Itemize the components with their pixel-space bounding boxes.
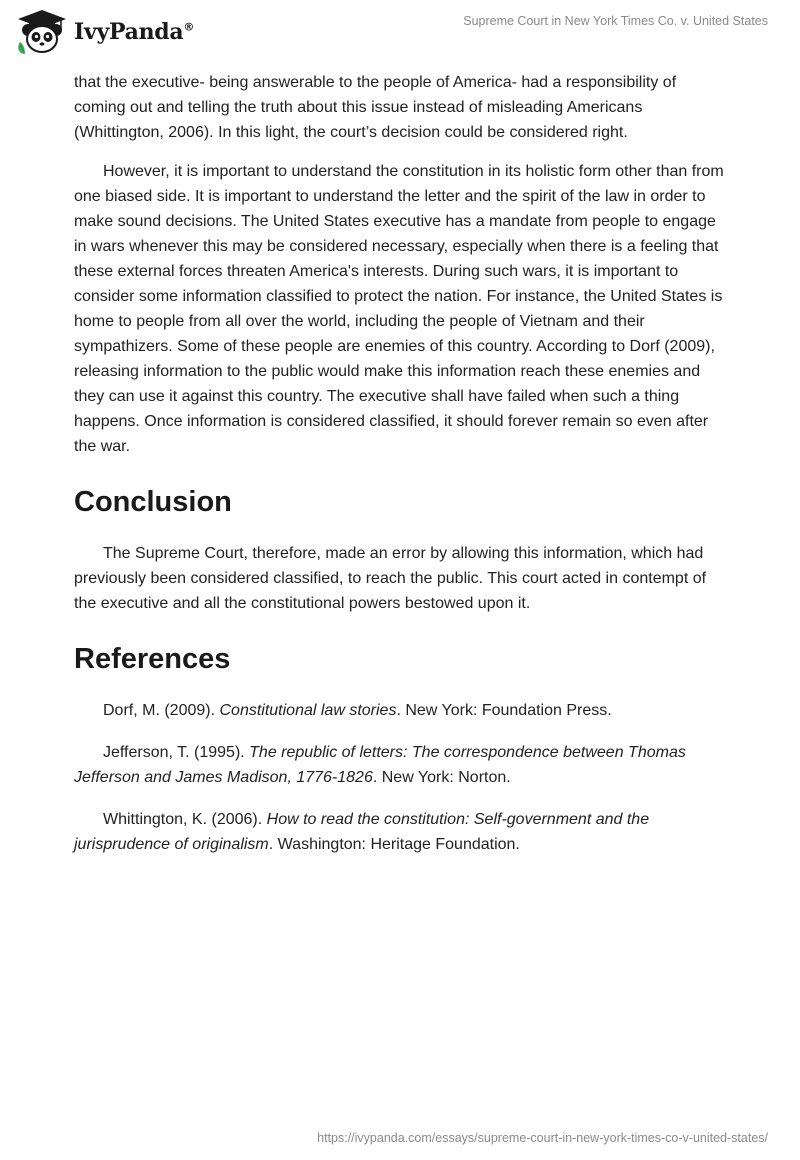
page-header	[0, 0, 800, 70]
reference-title: The republic of letters: The correspondence between Thomas Jefferson and James Madison, 1776-1826	[74, 744, 686, 786]
paragraph: that the executive- being answerable to the people of America- had a responsibility of coming out and telling the truth about this issue instead of misleading Americans (Whittington, 2006). In this light, the court’s decision could be considered right.	[74, 74, 677, 141]
reference-title: How to read the constitution: Self-government and the jurisprudence of originalism	[74, 811, 650, 853]
ivypanda-logo[interactable]	[14, 8, 214, 56]
logo-text: IvyPanda	[74, 19, 184, 45]
panda-graduate-icon	[14, 8, 70, 56]
essay-content	[74, 70, 724, 874]
conclusion-heading: Conclusion	[74, 486, 232, 518]
source-url[interactable]: https://ivypanda.com/essays/supreme-court-in-new-york-times-co-v-united-states/	[317, 1131, 768, 1145]
reference-item: Dorf, M. (2009). Constitutional law stories. New York: Foundation Press.	[103, 702, 612, 719]
references-list	[74, 698, 724, 857]
references-heading: References	[74, 643, 231, 675]
conclusion-paragraph: The Supreme Court, therefore, made an error by allowing this information, which had previously been considered classified, to reach the public. This court acted in contempt of the executive and all the constitutional powers bestowed upon it.	[74, 545, 707, 612]
registered-mark: ®	[183, 20, 195, 34]
reference-title: Constitutional law stories	[219, 702, 397, 719]
reference-item: Jefferson, T. (1995). The republic of letters: The correspondence between Thomas Jefferson and James Madison, 1776-1826. New York: Norton.	[74, 744, 686, 786]
document-title: Supreme Court in New York Times Co. v. United States	[463, 14, 768, 28]
paragraph: However, it is important to understand the constitution in its holistic form other than from one biased side. It is important to understand the letter and the spirit of the law in order to make sound decisions. The United States executive has a mandate from people to engage in wars whenever this may be considered necessary, especially when there is a feeling that these external forces threaten America's interests. During such wars, it is important to consider some information classified to protect the nation. For instance, the United States is home to people from all over the world, including the people of Vietnam and their sympathizers. Some of these people are enemies of this country. According to Dorf (2009), releasing information to the public would make this information reach these enemies and they can use it against this country. The executive shall have failed when such a thing happens. Once information is considered classified, it should forever remain so even after the war.	[74, 163, 724, 455]
reference-item: Whittington, K. (2006). How to read the constitution: Self-government and the jurisprudence of originalism. Washington: Heritage Foundation.	[74, 811, 650, 853]
